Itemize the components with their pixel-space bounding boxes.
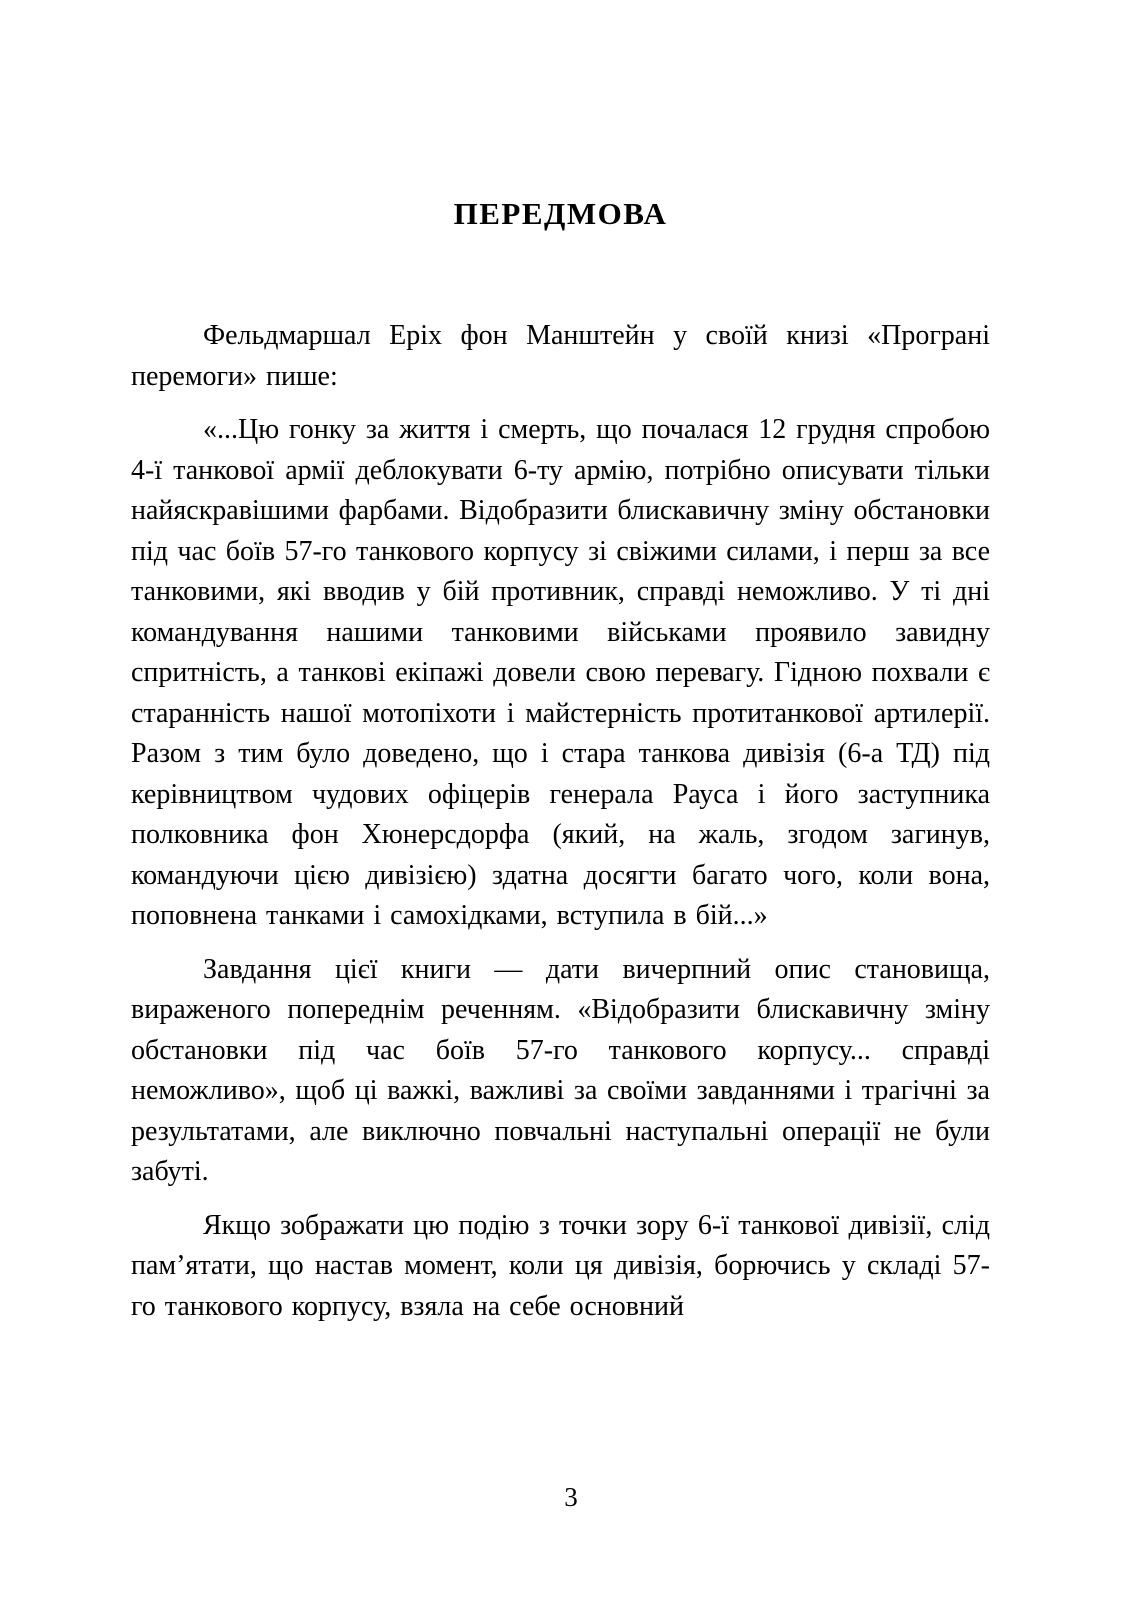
paragraph-intro: Фельдмаршал Еріх фон Манштейн у своїй книзі «Програні перемоги» пише: (131, 320, 990, 392)
page-number: 3 (564, 1482, 578, 1512)
paragraph-division: Якщо зображати цю подію з точки зору 6-ї танкової дивізії, слід пам’ятати, що настав момент, коли ця дивізія, борючись у складі 57-го танкового корпусу, взяла на себе основний (131, 1209, 990, 1322)
paragraph-quote: «...Цю гонку за життя і смерть, що почалася 12 грудня спробою 4-ї танкової армії деблокувати 6-ту армію, потрібно описувати тільки найяскравішими фарбами. Відобразити блискавичну зміну обстановки під час боїв 57-го танкового корпусу зі свіжими силами, і перш за все танковими, які вводив у бій противник, справді неможливо. У ті дні командування нашими танковими військами проявило завидну спритність, а танкові екіпажі довели свою перевагу. Гідною похвали є старанність нашої мотопіхоти і майстерність протитанкової артилерії. Разом з тим було доведено, що і стара танкова дивізія (6-а ТД) під керівництвом чудових офіцерів генерала Рауса і його заступника полковника фон Хюнерсдорфа (який, на жаль, згодом загинув, командуючи цією дивізією) здатна досягти багато чого, коли вона, поповнена танками і самохідками, вступила в бій...» (131, 414, 990, 931)
chapter-title: ПЕРЕДМОВА (453, 196, 668, 231)
body-text (131, 316, 990, 1327)
paragraph-task: Завдання цієї книги — дати вичерпний опис становища, вираженого попереднім реченням. «Відобразити блискавичну зміну обстановки під час боїв 57-го танкового корпусу... справді неможливо», щоб ці важкі, важливі за своїми завданнями і трагічні за результатами, але виключно повчальні наступальні операції не були забуті. (131, 953, 990, 1187)
